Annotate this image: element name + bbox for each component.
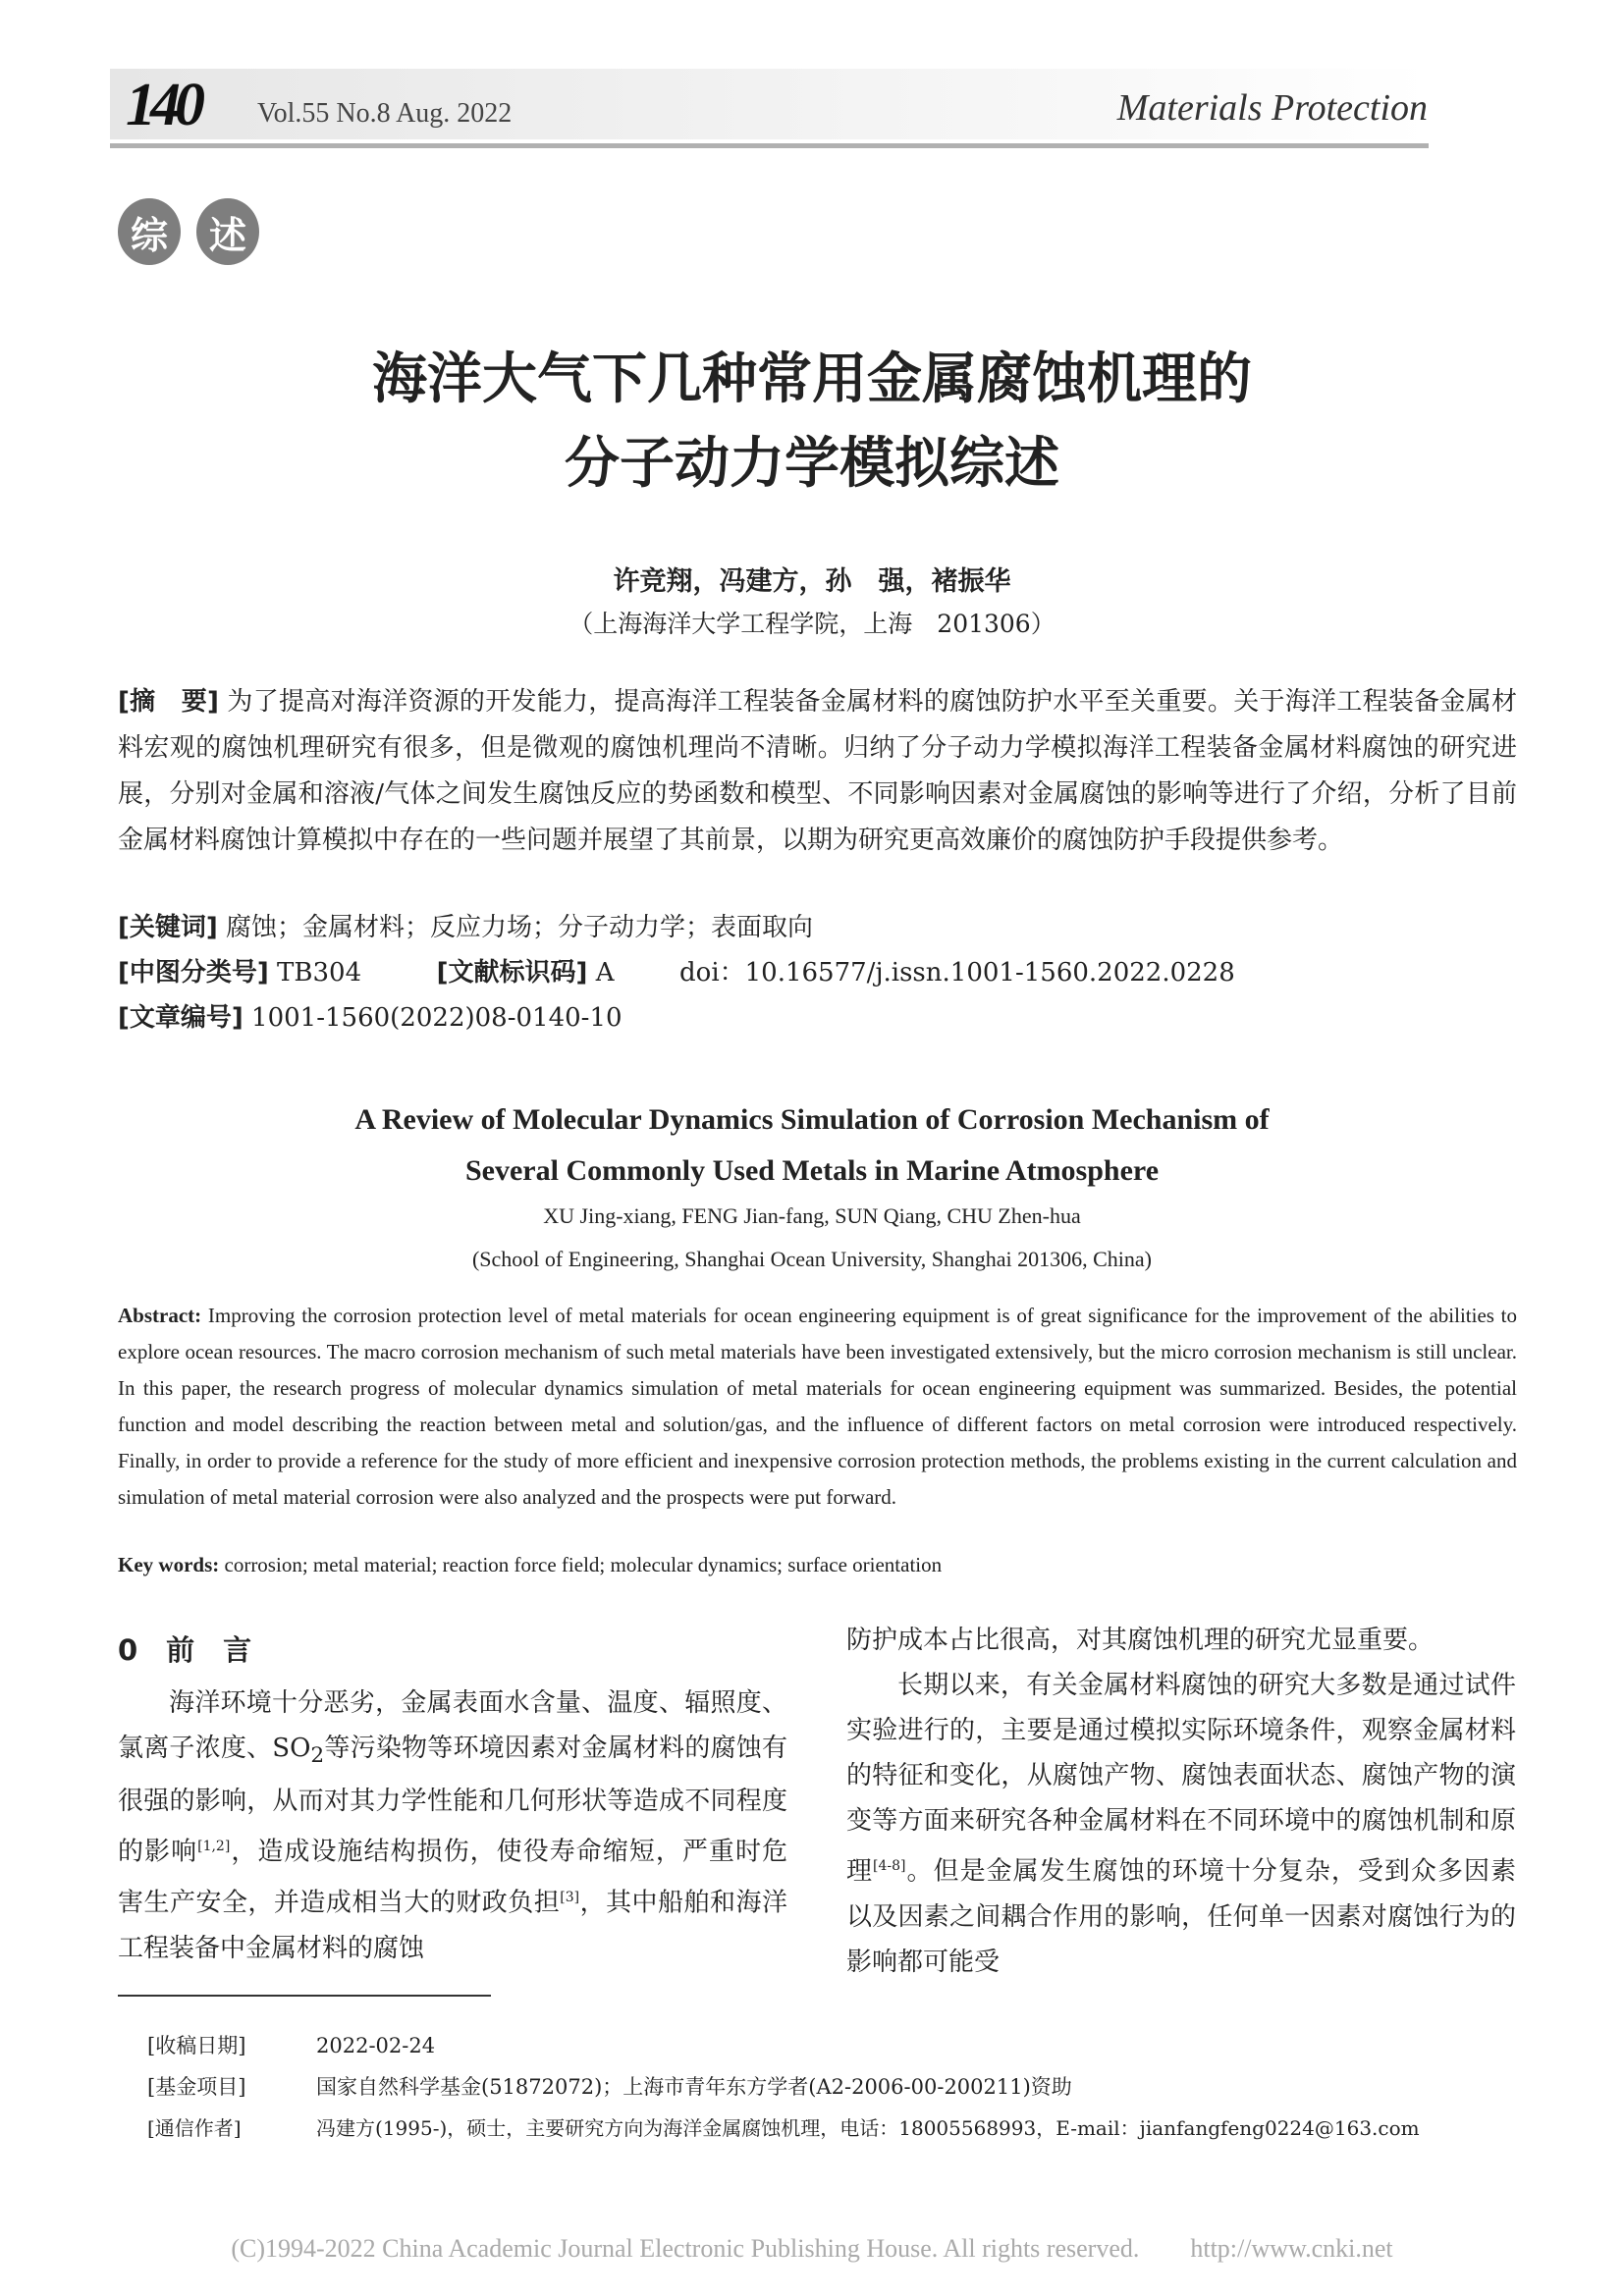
classification — [118, 952, 1235, 988]
journal-name: Materials Protection — [1116, 87, 1428, 129]
section-badge: 综 — [118, 198, 181, 265]
keywords-label: [关键词] — [118, 913, 218, 942]
keywords-text: 腐蚀；金属材料；反应力场；分子动力学；表面取向 — [226, 913, 814, 942]
english-keywords-text: corrosion; metal material; reaction force field; molecular dynamics; surface orientation — [224, 1553, 943, 1576]
english-abstract-text: Improving the corrosion protection level of metal materials for ocean engineering equipment is of great significance for the improvement of the abilities to explore ocean resources. The macro corrosion mechanism of such metal materials have been investigated extensively, but the micro corrosion mechanism is still unclear. In this paper, the research progress of molecular dynamics simulation of metal materials for ocean engineering equipment was summarized. Besides, the potential function and model describing the reaction between metal and solution/gas, and the influence of different factors on metal corrosion were introduced respectively. Finally, in order to provide a reference for the study of more efficient and inexpensive corrosion protection methods, the problems existing in the current calculation and simulation of metal material corrosion were also analyzed and the prospects were put forward. — [118, 1304, 1518, 1509]
footnote-divider — [118, 1995, 491, 1997]
section-heading: 0 前 言 — [118, 1633, 252, 1667]
english-authors: XU Jing-xiang, FENG Jian-fang, SUN Qiang, CHU Zhen-hua — [543, 1203, 1081, 1228]
article-number — [118, 997, 623, 1034]
clc-value: TB304 — [277, 958, 362, 988]
section-badge: 述 — [196, 198, 259, 265]
article-no-label: [文章编号] — [118, 1003, 244, 1033]
article-title: 分子动力学模拟综述 — [565, 432, 1059, 496]
english-affiliation: (School of Engineering, Shanghai Ocean University, Shanghai 201306, China) — [471, 1247, 1153, 1271]
doc-code-value: A — [595, 958, 615, 988]
article-title: 海洋大气下几种常用金属腐蚀机理的 — [372, 347, 1252, 411]
affiliation: （上海海洋大学工程学院，上海 201306） — [568, 610, 1056, 638]
abstract-text: 为了提高对海洋资源的开发能力，提高海洋工程装备金属材料的腐蚀防护水平至关重要。关于海洋工程装备金属材料宏观的腐蚀机理研究有很多，但是微观的腐蚀机理尚不清晰。归纳了分子动力学模拟海洋工程装备金属材料腐蚀的研究进展，分别对金属和溶液/气体之间发生腐蚀反应的势函数和模型、不同影响因素对金属腐蚀的影响等进行了介绍，分析了目前金属材料腐蚀计算模拟中存在的一些问题并展望了其前景，以期为研究更高效廉价的腐蚀防护手段提供参考。 — [118, 687, 1517, 855]
body-left-column — [118, 1610, 787, 1971]
english-title: Several Commonly Used Metals in Marine Atmosphere — [464, 1154, 1160, 1187]
body-right-column — [846, 1618, 1516, 1985]
authors: 许竞翔，冯建方，孙 强，褚振华 — [613, 566, 1011, 597]
footnote: [基金项目] 国家自然科学基金(51872072)；上海市青年东方学者(A2-2006-00-200211)资助 — [147, 2075, 1072, 2099]
abstract-label: [摘 要] — [118, 687, 219, 717]
footnote: [收稿日期] 2022-02-24 — [147, 2034, 436, 2057]
clc-label: [中图分类号] — [118, 958, 269, 988]
keywords — [118, 907, 813, 943]
volume-info: Vol.55 No.8 Aug. 2022 — [257, 98, 513, 129]
page-number: 140 — [126, 72, 199, 138]
english-title: A Review of Molecular Dynamics Simulation of Corrosion Mechanism of — [354, 1103, 1270, 1136]
paragraph: 长期以来，有关金属材料腐蚀的研究大多数是通过试件实验进行的，主要是通过模拟实际环境条件，观察金属材料的特征和变化，从腐蚀产物、腐蚀表面状态、腐蚀产物的演变等方面来研究各种金属材料在不同环境中的腐蚀机制和原理[4-8]。但是金属发生腐蚀的环境十分复杂，受到众多因素以及因素之间耦合作用的影响，任何单一因素对腐蚀行为的影响都可能受 — [846, 1671, 1516, 1977]
header-divider — [110, 143, 1429, 148]
footnote: [通信作者] 冯建方(1995-)，硕士，主要研究方向为海洋金属腐蚀机理，电话：18005568993，E-mail：jianfangfeng0224@163.com — [147, 2116, 1420, 2140]
doi: doi：10.16577/j.issn.1001-1560.2022.0228 — [679, 958, 1235, 988]
english-abstract — [118, 1298, 1517, 1516]
copyright-notice: (C)1994-2022 China Academic Journal Electronic Publishing House. All rights reserved. http://www.cnki.net — [231, 2234, 1393, 2263]
english-abstract-label: Abstract: — [118, 1304, 202, 1327]
chinese-abstract — [118, 679, 1517, 864]
article-no-value: 1001-1560(2022)08-0140-10 — [251, 1003, 623, 1033]
paragraph-continuation: 防护成本占比很高，对其腐蚀机理的研究尤显重要。 — [846, 1626, 1435, 1655]
doc-code-label: [文献标识码] — [436, 958, 588, 988]
english-keywords — [118, 1553, 942, 1577]
english-keywords-label: Key words: — [118, 1553, 220, 1576]
paragraph: 海洋环境十分恶劣，金属表面水含量、温度、辐照度、氯离子浓度、$SO_2$等污染物等环境因素对金属材料的腐蚀有很强的影响，从而对其力学性能和几何形状等造成不同程度的影响[1,2]，造成设施结构损伤，使役寿命缩短，严重时危害生产安全，并造成相当大的财政负担[3]，其中船舶和海洋工程装备中金属材料的腐蚀 — [118, 1688, 787, 1963]
